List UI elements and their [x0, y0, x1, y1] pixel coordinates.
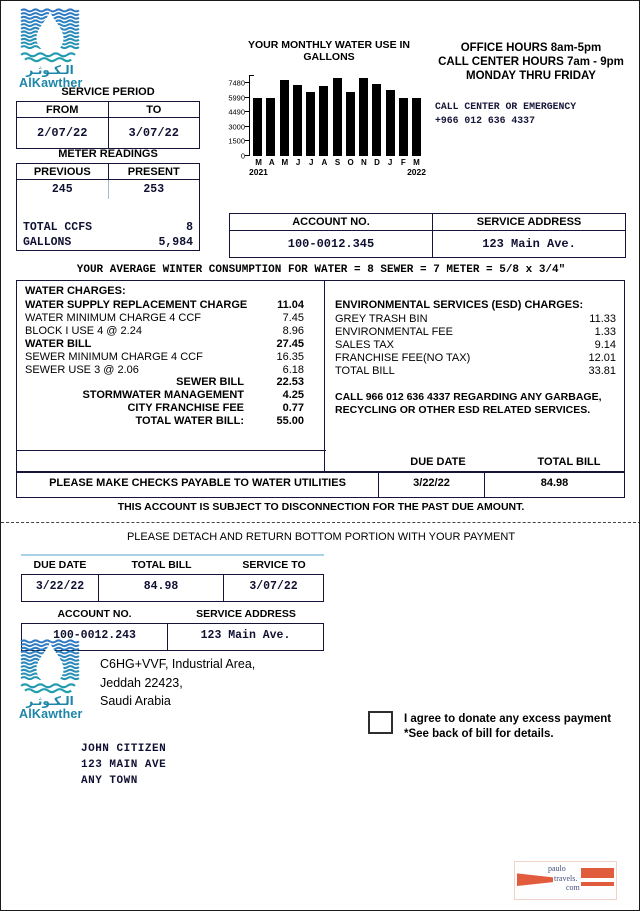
office-days-line: MONDAY THRU FRIDAY	[466, 70, 596, 82]
gallons-row	[17, 235, 199, 250]
chart-bar	[253, 98, 262, 156]
meter-readings-section	[16, 148, 200, 251]
chart-x-label: S	[334, 158, 341, 167]
donate-line2: *See back of bill for details.	[404, 727, 554, 740]
esd-charges-pane	[325, 281, 624, 417]
total-bill-header: TOTAL BILL	[537, 456, 601, 468]
winter-consumption-note: YOUR AVERAGE WINTER CONSUMPTION FOR WATER = 8 SEWER = 7 METER = 5/8 x 3/4"	[76, 264, 566, 276]
account-table	[229, 213, 626, 258]
chart-bar	[293, 85, 302, 156]
call-center-number: +966 012 636 4337	[435, 115, 535, 126]
chart-y-tick-mark	[245, 140, 249, 141]
company-address-line: Jeddah 22423,	[100, 675, 183, 690]
company-address-line: Saudi Arabia	[100, 694, 171, 708]
stub-value-row1	[21, 574, 324, 602]
chart-x-label: J	[387, 158, 393, 167]
service-period-header-row	[17, 102, 199, 118]
charge-value: 0.77	[282, 402, 304, 415]
chart-x-label: D	[374, 158, 380, 167]
alkawther-logo-icon	[19, 639, 89, 695]
present-header: PRESENT	[127, 166, 180, 178]
charge-value: 1.33	[594, 325, 616, 338]
chart-x-label: F	[400, 158, 406, 167]
chart-plot-area	[228, 76, 421, 161]
charge-row	[25, 376, 304, 389]
charge-value: 22.53	[276, 376, 304, 389]
gallons-label: GALLONS	[23, 236, 72, 249]
chart-y-tick-label: 3000	[228, 122, 245, 132]
stub-service-to-header: SERVICE TO	[242, 559, 306, 571]
charge-row	[25, 299, 304, 312]
stub-account-header: ACCOUNT NO.	[57, 608, 132, 620]
charge-label: GREY TRASH BIN	[335, 313, 428, 325]
charge-row	[25, 338, 304, 351]
logo-arabic-text: الـكـوثـر	[26, 694, 74, 708]
chart-bar	[372, 84, 381, 156]
customer-address-block	[81, 741, 166, 789]
chart-y-tick-mark	[245, 155, 249, 156]
charge-label: STORMWATER MANAGEMENT	[82, 389, 244, 402]
charge-value: 27.45	[276, 337, 304, 350]
total-ccfs-value: 8	[186, 221, 193, 234]
charge-value: 55.00	[276, 415, 304, 428]
account-header-row	[230, 214, 625, 231]
payment-stub	[21, 554, 324, 651]
charge-label: TOTAL WATER BILL:	[135, 415, 244, 428]
charge-row	[335, 352, 616, 365]
stub-header-row2	[21, 602, 324, 623]
from-header: FROM	[17, 102, 109, 117]
chart-bar	[412, 98, 421, 156]
from-date: 2/07/22	[17, 118, 109, 148]
charge-value: 16.35	[276, 350, 304, 363]
office-hours-line: OFFICE HOURS 8am-5pm	[460, 42, 602, 54]
charge-label: WATER SUPPLY REPLACEMENT CHARGE	[25, 299, 248, 311]
chart-x-label: M	[281, 158, 289, 167]
chart-x-label: A	[268, 158, 275, 167]
account-value-row	[230, 231, 625, 257]
donate-text	[404, 712, 611, 741]
account-number: 100-0012.345	[230, 231, 433, 257]
detach-note: PLEASE DETACH AND RETURN BOTTOM PORTION WITH YOUR PAYMENT	[126, 531, 516, 543]
due-date-header: DUE DATE	[410, 456, 466, 468]
chart-x-label: M	[255, 158, 262, 167]
stub-address-header: SERVICE ADDRESS	[196, 608, 296, 620]
service-address: 123 Main Ave.	[482, 237, 576, 251]
charge-label: SALES TAX	[335, 338, 394, 351]
watermark-right-stripe-top	[581, 868, 614, 878]
to-header: TO	[146, 104, 162, 116]
logo-name-text: AlKawther	[19, 707, 83, 721]
charge-label: CITY FRANCHISE FEE	[127, 402, 244, 415]
stub-service-address: 123 Main Ave.	[200, 629, 291, 642]
charge-value: 7.45	[282, 311, 304, 324]
chart-bar	[266, 98, 275, 156]
chart-year-end: 2022	[407, 167, 426, 177]
chart-title: YOUR MONTHLY WATER USE IN GALLONS	[248, 39, 410, 63]
alkawther-logo-bottom	[19, 639, 89, 721]
chart-y-tick-label: 5990	[228, 93, 245, 103]
service-period-table	[16, 101, 200, 149]
office-hours-block	[429, 41, 633, 83]
charge-row	[25, 325, 304, 338]
service-address-header: SERVICE ADDRESS	[476, 216, 582, 228]
charge-label: WATER BILL	[25, 337, 92, 350]
watermark-text: paulo travels. com	[548, 864, 580, 892]
charge-row	[25, 312, 304, 325]
chart-x-label: N	[360, 158, 367, 167]
disconnection-note: THIS ACCOUNT IS SUBJECT TO DISCONNECTION FOR THE PAST DUE AMOUNT.	[117, 501, 525, 513]
chart-x-label: M	[413, 158, 420, 167]
account-section	[229, 213, 626, 258]
total-ccfs-row	[17, 220, 199, 235]
stub-header-row1	[21, 557, 324, 574]
charges-box	[16, 280, 625, 473]
meter-spacer	[17, 199, 199, 220]
chart-x-axis-labels	[252, 158, 423, 167]
charge-label: TOTAL BILL	[335, 364, 395, 377]
alkawther-logo	[19, 8, 89, 90]
due-date-value: 3/22/22	[379, 472, 485, 497]
chart-bar	[306, 92, 315, 156]
charge-label: SEWER MINIMUM CHARGE 4 CCF	[25, 350, 203, 363]
chart-x-label: O	[347, 158, 354, 167]
esd-charges-title: ENVIRONMENTAL SERVICES (ESD) CHARGES:	[335, 299, 584, 311]
meter-readings-title: METER READINGS	[58, 148, 158, 160]
donate-line1: I agree to donate any excess payment	[404, 713, 612, 725]
customer-address-line: 123 MAIN AVE	[81, 759, 167, 771]
logo-name-text: AlKawther	[19, 76, 83, 90]
charge-row	[335, 339, 616, 352]
meter-readings-table	[16, 163, 200, 251]
stub-total-bill-header: TOTAL BILL	[131, 559, 192, 571]
water-charges-title: WATER CHARGES:	[25, 285, 126, 297]
paulo-travels-watermark	[514, 861, 617, 900]
charge-label: SEWER USE 3 @ 2.06	[25, 363, 139, 376]
watermark-right-stripe-bottom	[581, 882, 614, 886]
detach-dashed-line	[1, 522, 640, 523]
charge-row	[25, 402, 304, 415]
charge-label: FRANCHISE FEE(NO TAX)	[335, 351, 471, 364]
stub-blue-line	[21, 554, 324, 556]
charge-row	[25, 389, 304, 402]
previous-reading: 245	[17, 180, 109, 199]
chart-bar	[359, 78, 368, 156]
service-period-section	[16, 86, 200, 149]
charge-value: 11.33	[589, 313, 616, 325]
present-reading: 253	[143, 183, 165, 196]
company-address	[100, 655, 255, 711]
chart-bar	[346, 92, 355, 156]
company-address-line: C6HG+VVF, Industrial Area,	[100, 657, 256, 671]
previous-header: PREVIOUS	[17, 164, 109, 179]
chart-year-labels	[249, 167, 426, 177]
chart-y-tick-label: 0	[240, 151, 245, 161]
charge-value: 6.18	[282, 363, 304, 376]
esd-note-line2: RECYCLING OR OTHER ESD RELATED SERVICES.	[335, 403, 591, 416]
chart-x-label: J	[308, 158, 314, 167]
chart-bar	[319, 86, 328, 156]
chart-y-tick-mark	[245, 97, 249, 98]
esd-note	[335, 391, 616, 417]
chart-year-start: 2021	[249, 167, 268, 177]
charge-label: SEWER BILL	[176, 376, 244, 389]
to-date: 3/07/22	[128, 126, 179, 140]
box-divider-line	[17, 450, 326, 451]
esd-charges-rows	[335, 313, 616, 378]
charge-label: WATER MINIMUM CHARGE 4 CCF	[25, 311, 201, 324]
service-period-value-row	[17, 118, 199, 148]
charge-value: 4.25	[282, 389, 304, 402]
chart-x-label: J	[295, 158, 301, 167]
call-center-info	[435, 100, 576, 128]
chart-y-tick-label: 4490	[228, 107, 245, 117]
charge-row	[25, 364, 304, 377]
chart-y-tick-mark	[245, 111, 249, 112]
charge-row	[335, 326, 616, 339]
charge-value: 33.81	[588, 364, 616, 377]
stub-due-date-header: DUE DATE	[33, 559, 87, 571]
charge-row	[335, 313, 616, 326]
chart-bar	[333, 78, 342, 156]
totals-row	[16, 471, 625, 498]
meter-header-row	[17, 164, 199, 180]
chart-x-label: A	[321, 158, 328, 167]
chart-bar	[280, 80, 289, 156]
alkawther-logo-icon	[19, 8, 89, 64]
esd-note-line1: CALL 966 012 636 4337 REGARDING ANY GARBAGE,	[335, 390, 602, 403]
water-charges-pane	[17, 281, 325, 472]
call-center-hours-line: CALL CENTER HOURS 7am - 9pm	[438, 56, 624, 68]
charge-row	[335, 365, 616, 378]
chart-bars	[253, 76, 421, 156]
monthly-usage-chart	[225, 39, 433, 177]
customer-address-line: JOHN CITIZEN	[81, 743, 167, 755]
charge-label: ENVIRONMENTAL FEE	[335, 325, 453, 338]
service-period-title: SERVICE PERIOD	[61, 86, 155, 98]
water-charges-rows	[25, 299, 304, 428]
meter-value-row	[17, 180, 199, 199]
charge-row	[25, 351, 304, 364]
gallons-value: 5,984	[158, 236, 193, 249]
charge-value: 12.01	[588, 351, 616, 364]
chart-y-tick-label: 1500	[228, 136, 245, 146]
charge-value: 11.04	[277, 299, 304, 311]
customer-address-line: ANY TOWN	[81, 775, 138, 787]
stub-total-bill: 84.98	[99, 575, 224, 601]
stub-due-date: 3/22/22	[22, 575, 99, 601]
call-center-label: CALL CENTER OR EMERGENCY	[435, 101, 577, 112]
charge-row	[25, 415, 304, 428]
total-bill-value: 84.98	[540, 477, 569, 489]
checks-payable-note: PLEASE MAKE CHECKS PAYABLE TO WATER UTILITIES	[17, 472, 379, 497]
chart-y-tick-mark	[245, 82, 249, 83]
account-no-header: ACCOUNT NO.	[230, 214, 433, 230]
stub-account-number: 100-0012.243	[22, 624, 168, 650]
logo-arabic-text: الـكـوثـر	[26, 63, 74, 77]
donate-checkbox[interactable]	[368, 711, 393, 734]
charge-value: 9.14	[594, 338, 616, 351]
charge-label: BLOCK I USE 4 @ 2.24	[25, 324, 142, 337]
total-ccfs-label: TOTAL CCFS	[23, 221, 93, 234]
stub-service-to: 3/07/22	[249, 580, 298, 593]
chart-bar	[399, 98, 408, 156]
chart-y-tick-mark	[245, 126, 249, 127]
chart-y-tick-label: 7480	[228, 78, 245, 88]
chart-bar	[386, 90, 395, 156]
charge-value: 8.96	[282, 324, 304, 337]
